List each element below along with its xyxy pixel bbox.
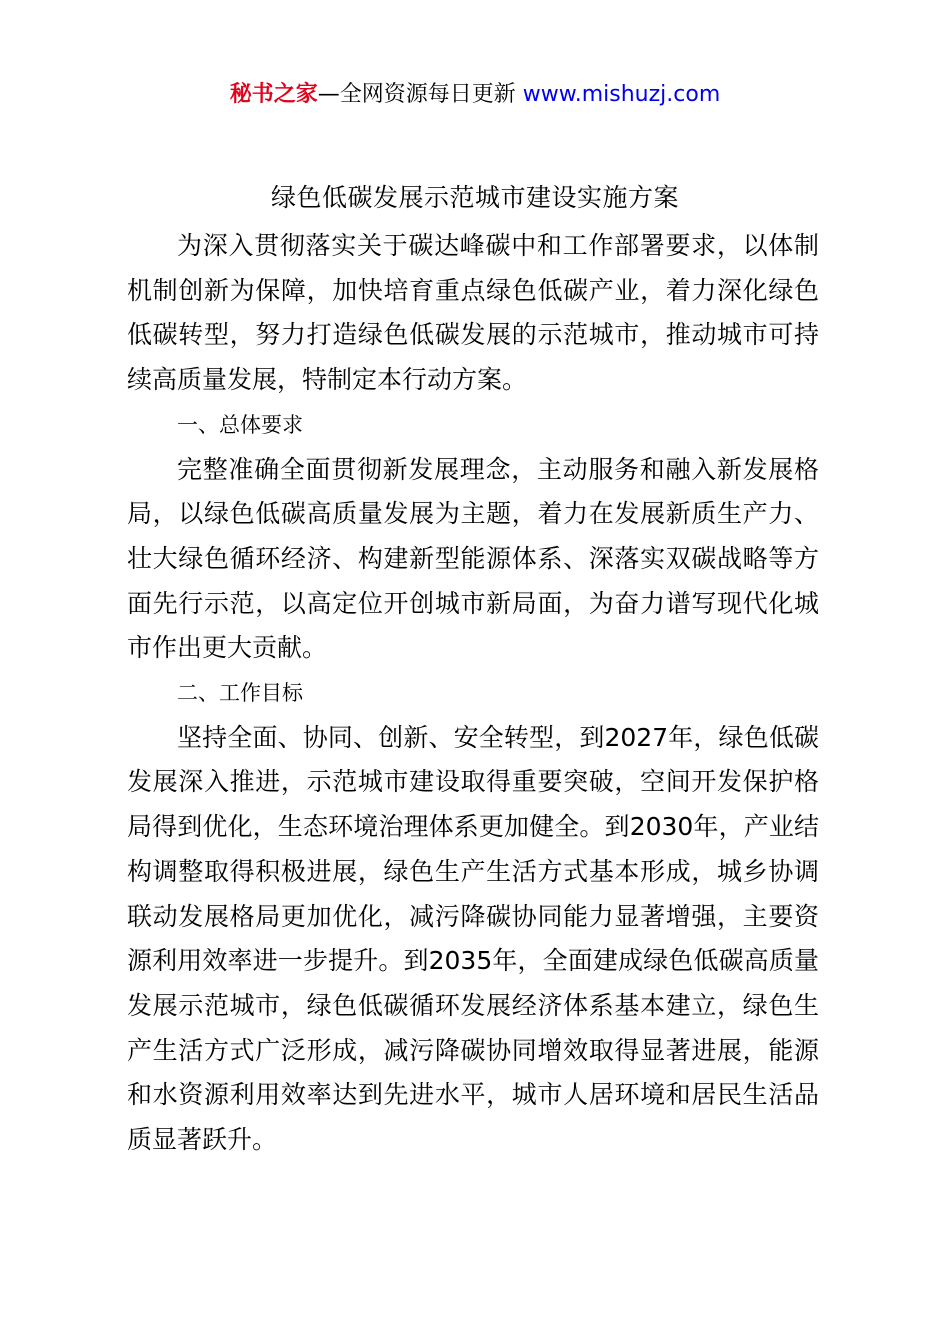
general-requirements-paragraph: 完整准确全面贯彻新发展理念，主动服务和融入新发展格局，以绿色低碳高质量发展为主题，着力在发展新质生产力、壮大绿色循环经济、构建新型能源体系、深落实双碳战略等方面先行示范，以高定位开创城市新局面，为奋力谱写现代化城市作出更大贡献。: [127, 454, 819, 663]
header-tagline: —全网资源每日更新: [317, 82, 516, 107]
website-link[interactable]: www.mishuzj.com: [522, 82, 721, 107]
brand-name: 秘书之家: [229, 82, 318, 107]
work-goals-paragraph: 坚持全面、协同、创新、安全转型，到2027年，绿色低碳发展深入推进，示范城市建设取得重要突破，空间开发保护格局得到优化，生态环境治理体系更加健全。到2030年，产业结构调整取得积极进展，绿色生产生活方式基本形成，城乡协调联动发展格局更加优化，减污降碳协同能力显著增强，主要资源利用效率进一步提升。到2035年，全面建成绿色低碳高质量发展示范城市，绿色低碳循环发展经济体系基本建立，绿色生产生活方式广泛形成，减污降碳协同增效取得显著进展，能源和水资源利用效率达到先进水平，城市人居环境和居民生活品质显著跃升。: [127, 722, 819, 1155]
document-title: 绿色低碳发展示范城市建设实施方案: [270, 183, 679, 212]
intro-paragraph: 为深入贯彻落实关于碳达峰碳中和工作部署要求，以体制机制创新为保障，加快培育重点绿色低碳产业，着力深化绿色低碳转型，努力打造绿色低碳发展的示范城市，推动城市可持续高质量发展，特制定本行动方案。: [127, 231, 819, 395]
section-heading-work-goals: 二、工作目标: [177, 681, 303, 706]
document-body: [127, 224, 819, 1163]
section-heading-general-requirements: 一、总体要求: [177, 412, 303, 437]
site-header: [0, 78, 950, 112]
